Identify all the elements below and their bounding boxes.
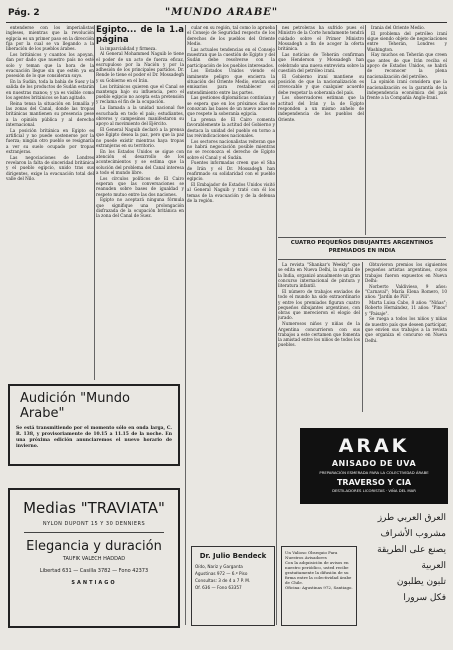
column-4 <box>278 25 364 235</box>
article-paragraph: El Embajador de Estados Unidos visitó al General Naguib y trató con él los temas de la evacuación y de la defensa de la región. <box>187 182 275 203</box>
article-paragraph: Los británicos y cuantos los apoyan, dan por dado que nuestro país no esté solo y teman que la hora de la evacuación llegue sin que estén ya en posesión de lo que consideran suyo. <box>6 51 94 79</box>
arak-tagline: PREPARACIÓN ESMERADA PARA LA COLECTIVIDAD ÁRABE <box>319 470 429 475</box>
arabic-ad-box <box>362 510 448 628</box>
medias-ad-slogan: Elegancia y duración <box>26 539 162 554</box>
arak-maker: TRAVERSO Y CIA <box>336 478 412 487</box>
section-rule <box>278 237 446 238</box>
article-paragraph: Los observadores estiman que la actitud del Irán y la de Egipto responden a un mismo anhelo de independencia de los pueblos del Oriente. <box>278 95 364 122</box>
medias-ad-subtitle: NYLON DUPONT 15 Y 30 DENNIERS <box>42 521 146 527</box>
section-heading-line-1: CUATRO PEQUEÑOS DIBUJANTES ARGENTINOS <box>290 240 434 246</box>
article-paragraph: El General Naguib declaró a la prensa que Egipto desea la paz, pero que la paz no puede existir mientras haya tropas extranjeras en su territorio. <box>96 126 184 148</box>
arak-ad-box <box>300 428 448 504</box>
article-headline: Egipto... de la 1.a página <box>96 25 184 45</box>
arabic-ad-line: يصنع على الطريقة العربية <box>377 545 446 571</box>
article-paragraph: Los círculos políticos de El Cairo esperan que las conversaciones se reanuden sobre bases de igualdad y respeto mutuo entre las dos naciones. <box>96 175 184 197</box>
article-paragraph: Norberto Valdivieso, 9 años: "Carnaval"; María Elena Romero, 10 años: "Jardín de Pilí". <box>365 283 447 300</box>
article-paragraph: Reina tensa la situación en Ismailía y las zonas del Canal, donde las tropas británicas mantienen su presencia pese a la opinión pública y al derecho internacional. <box>6 100 94 127</box>
article-paragraph: Los británicos quieren que el Canal se mantenga bajo su influencia, pero el pueblo egipcio no acepta esta pretensión y reclama el fin de la ocupación. <box>96 83 184 105</box>
article-paragraph: Los Estados Unidos viendo el inminente peligro que encierra la situación del Oriente Medio, envían sus emisarios para restablecer el entendimiento entre las partes. <box>187 68 275 95</box>
article-paragraph: La llamada a la unidad nacional fue escuchada en todo el país; estudiantes, obreros y campesinos manifestaron su apoyo al movimiento del Ejército. <box>96 105 184 127</box>
article-paragraph: Las negociaciones de Londres revelaron la falta de sinceridad británica y el pueblo egipcio, unido tras sus dirigentes, exige la evacuación total del valle del Nilo. <box>6 154 94 181</box>
doctor-phone: Of. 636 — Fono 63357 <box>195 585 242 590</box>
header-rule <box>6 22 447 23</box>
article-paragraph: Hay muchos en Teherán que creen que antes de que Irán reciba el apoyo de Estados Unidos, se habrá de reconocer la plena nacionalización del petróleo. <box>367 52 447 79</box>
arabic-ad-line: فكل سرورا <box>403 593 446 603</box>
section-heading <box>278 240 446 255</box>
article-paragraph: Las gestiones diplomáticas continúan y se espera que en los próximos días se conozcan las bases de un nuevo acuerdo que respete la soberanía egipcia. <box>187 95 275 117</box>
radio-ad-box <box>8 384 180 466</box>
article-paragraph: La prensa de El Cairo comenta favorablemente la actitud del Gobierno y destaca la unidad del pueblo en torno a las reivindicaciones nacionales. <box>187 117 275 138</box>
column-5 <box>367 25 447 225</box>
small-ad-box <box>281 546 357 626</box>
medias-ad-owner: TAUFIK VALECH HADDAD <box>62 556 126 562</box>
article-paragraph: entenderse con los imperialistas ingleses, mientras que la revolución egipcia es un primer paso en la dirección fija por la cual se va llegando a la liberación de los pueblos árabes. <box>6 25 94 52</box>
column-1 <box>6 25 94 380</box>
doctor-name: Dr. Julio Bendeck <box>199 552 267 560</box>
radio-ad-title: Audición "Mundo Arabe" <box>20 391 130 421</box>
medias-ad-city: SANTIAGO <box>71 580 117 586</box>
arak-brand: ARAK <box>338 435 410 457</box>
column-7 <box>365 262 447 412</box>
article-paragraph: Se ruega a todos los niños y niñas de nuestro país que deseen participar, que envíen sus trabajos a la revista que organiza el concurso en Nueva Delhi. <box>365 316 447 343</box>
medias-ad-rule <box>24 532 164 533</box>
arak-product: ANISADO DE UVA <box>331 459 417 468</box>
radio-ad-body: Se está transmitiendo por el momento sólo en onda larga, C. R. 138, y provisoriamente de 10.15 a 11.15 de la noche. En una próxima edición anunciaremos el nuevo horario de invierno. <box>16 426 172 449</box>
article-paragraph: la imparcialidad y firmeza. <box>100 45 157 51</box>
section-rule <box>278 259 446 260</box>
article-paragraph: La revista "Shankar's Weekly" que se edita en Nueva Delhi, la capital de la India, organizó anualmente un gran concurso internacional de pintura y literatura infantil. <box>278 262 360 289</box>
article-paragraph: La opinión iraní considera que la nacionalización es la garantía de la independencia económica del país frente a la Compañía Anglo-Iraní. <box>367 79 447 101</box>
article-paragraph: cular en su región, tal como lo aprueba el Consejo de Seguridad respecto de los derechos de los pueblos del Oriente Medio. <box>187 25 275 46</box>
article-paragraph: Numerosos niños y niñas de la Argentina concurrieron con sus trabajos a este certamen que fomenta la amistad entre los niños de todos los pueblos. <box>278 321 360 348</box>
arak-footer: DESTILADORES LICORISTAS · VIÑA DEL MAR <box>332 488 416 493</box>
article-paragraph: La posición británica en Egipto es artificial y no puede sostenerse por la fuerza; ningún otro pueblo se resignaría a ver su suelo ocupado por tropas extranjeras. <box>6 127 94 154</box>
arabic-ad-line: تلبون يطلبون <box>396 577 446 587</box>
arabic-ad-line: العرق العربي طرز <box>377 513 446 523</box>
small-ad-line: Con la adquisición de avisos en nuestro periódico, usted recibe gratuitamente la difusión de su firma entre la colectividad árabe de Chile. <box>285 560 352 585</box>
column-divider <box>94 25 95 380</box>
article-paragraph: El Gobierno iraní mantiene su posición de que la nacionalización es irrevocable y que cualquier acuerdo debe respetar la soberanía del país. <box>278 73 364 95</box>
article-paragraph: En la Sudán, toda la bahía de Suez y la salida de los productos de Sudán estarán en nuestras manos; y ya es visible como los agentes británicos se han agitado. <box>6 78 94 100</box>
page-number: Pág. 2 <box>8 8 40 18</box>
medias-ad-box <box>8 488 180 628</box>
column-divider <box>365 25 366 235</box>
article-paragraph: Las noticias de Teherán confirman que Henderson y Mossadegh han celebrado una nueva entrevista sobre la cuestión del petróleo iraní. <box>278 51 364 73</box>
article-paragraph: Fuentes informadas creen que el Sha de Irán y el Dr. Mossadegh han reafirmado su solidaridad con el pueblo egipcio. <box>187 160 275 182</box>
small-ad-line: Un Valioso Obsequio Para Nuestros Avisadores <box>285 550 338 560</box>
article-paragraph: En los Estados Unidos se sigue con atención el desarrollo de los acontecimientos y se estima que la solución del problema del Canal interesa a todo el mundo libre. <box>96 148 184 175</box>
article-paragraph: nes petroleras ha sufrido pues el Ministro de la Corte hondamente tendrá cuidado sobre el Primer Ministro Mossadegh a fin de acoger la oferta británica. <box>278 25 364 52</box>
small-ad-line: Oficina: Agustinas 972, Santiago. <box>285 585 353 590</box>
medias-ad-address: Libertad 631 — Casilla 3782 — Fono 42373 <box>39 568 149 574</box>
article-paragraph: Las actuales tendencias en el Consejo muestran que la cuestión de Egipto y del Sudán debe resolverse con la participación de los pueblos interesados. <box>187 46 275 68</box>
column-divider <box>362 262 363 412</box>
doctor-hours: Consultas: 3 de 4 a 7 P. M. <box>195 578 251 583</box>
article-paragraph: El número de trabajos enviados de todo el mundo ha sido extraordinario y entre los premiados figuran cuatro pequeños dibujantes argentinos, con obras que merecieron el elogio del jurado. <box>278 288 360 321</box>
article-paragraph: Obtuvieron premios los siguientes pequeños artistas argentinos, cuyos trabajos fueron expuestos en Nueva Delhi: <box>365 262 447 283</box>
article-paragraph: El problema del petróleo iraní sigue siendo objeto de negociaciones entre Teherán, Londres y Washington. <box>367 30 447 52</box>
arabic-ad-line: مشروب الأشراف <box>380 529 446 539</box>
masthead-title: "MUNDO ARABE" <box>165 7 279 18</box>
medias-ad-title: Medias "TRAVIATA" <box>23 499 165 517</box>
article-paragraph: Egipto no aceptará ninguna fórmula que signifique una prolongación disfrazada de la ocupación británica en la zona del Canal de Suez. <box>96 197 184 219</box>
article-paragraph: Irania del Oriente Medio. <box>371 25 425 30</box>
column-divider <box>276 25 277 625</box>
article-paragraph: Marta Luisa Cabo, 8 años: "Niñas"; Roberto Hernández, 11 años: "Pinos" y "Paisaje". <box>365 300 447 316</box>
section-heading-line-2: PREMIADOS EN INDIA <box>328 247 396 254</box>
column-3 <box>187 25 275 535</box>
article-paragraph: Al General Mohammed Naguib le tiene el poder de un acto de fuerza eficaz, escrupuloso por la Nación y por la adhesión de los principales partidos. Dr. Rende le tiene el poder el Dr. Mossadegh y su Gobierno en el Irán. <box>96 51 184 83</box>
doctor-address: Agustinas 972 — 6.º Piso <box>195 571 248 576</box>
column-6 <box>278 262 360 412</box>
doctor-ad-box <box>191 546 275 626</box>
column-divider <box>185 25 186 625</box>
doctor-specialty: Oído, Nariz y Garganta <box>195 564 243 569</box>
article-paragraph: Los sectores nacionalistas reiteran que no habrá negociación posible mientras no se reconozca el derecho de Egipto sobre el Canal y el Sudán. <box>187 138 275 160</box>
